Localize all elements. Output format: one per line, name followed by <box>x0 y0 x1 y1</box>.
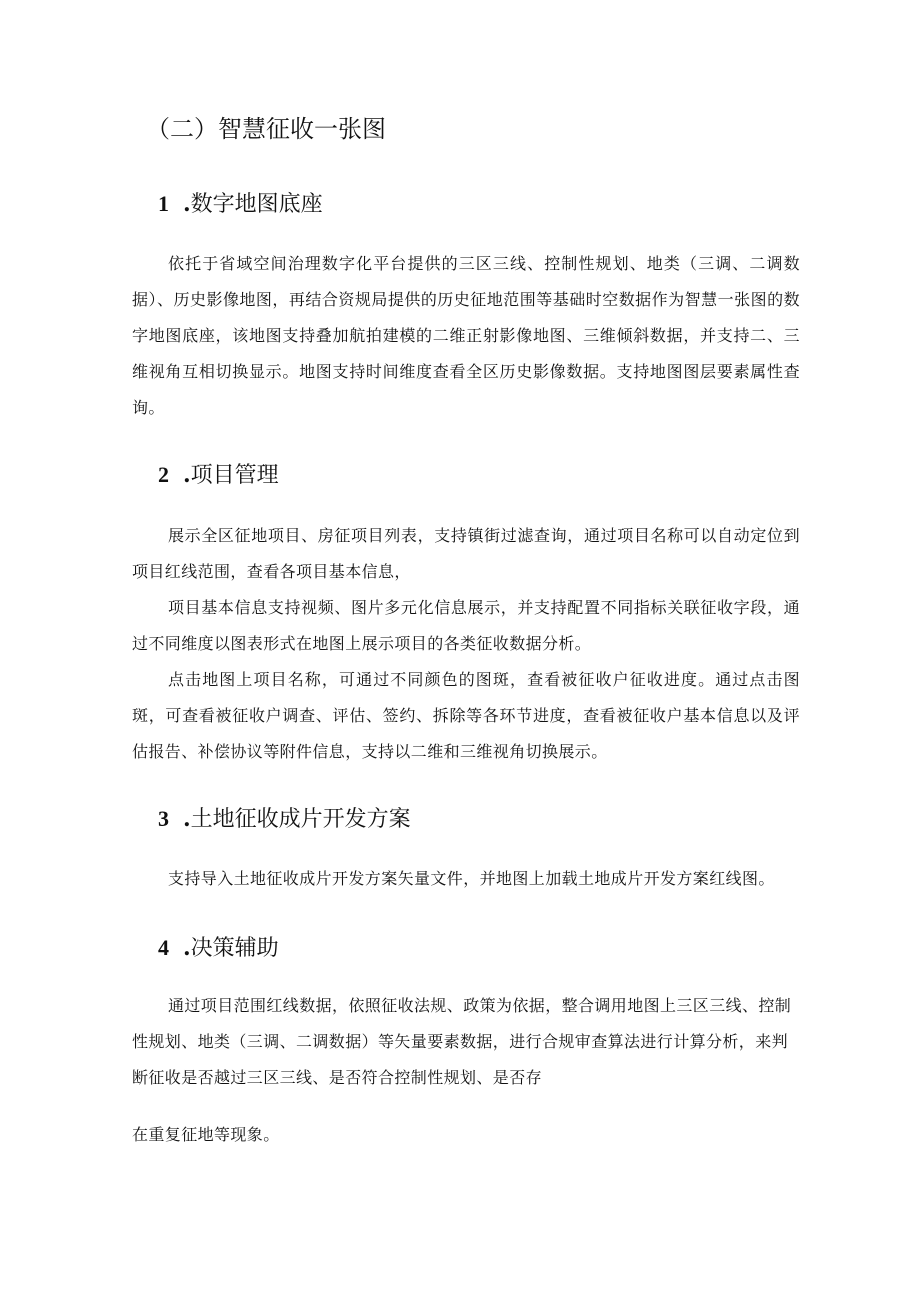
paragraph: 项目基本信息支持视频、图片多元化信息展示，并支持配置不同指标关联征收字段，通过不同维度以图表形式在地图上展示项目的各类征收数据分析。 <box>132 598 800 653</box>
paragraph: 通过项目范围红线数据，依照征收法规、政策为依据，整合调用地图上三区三线、控制性规划、地类（三调、二调数据）等矢量要素数据，进行合规审查算法进行计算分析，来判断征收是否越过三区三线、是否符合控制性规划、是否存 <box>132 996 792 1087</box>
heading-number: 2 <box>158 462 169 487</box>
heading-title: 项目管理 <box>190 463 279 488</box>
heading-number: 3 <box>158 806 169 831</box>
paragraph: 点击地图上项目名称，可通过不同颜色的图斑，查看被征收户征收进度。通过点击图斑，可查看被征收户调查、评估、签约、拆除等各环节进度，查看被征收户基本信息以及评估报告、补偿协议等附件信息，支持以二维和三维视角切换展示。 <box>132 670 800 761</box>
paragraph: 支持导入土地征收成片开发方案矢量文件，并地图上加载土地成片开发方案红线图。 <box>168 869 775 888</box>
paragraph: 在重复征地等现象。 <box>132 1125 280 1144</box>
heading-3: 3 .土地征收成片开发方案 <box>158 806 411 832</box>
paragraph: 展示全区征地项目、房征项目列表，支持镇街过滤查询，通过项目名称可以自动定位到项目红线范围，查看各项目基本信息， <box>132 526 800 581</box>
heading-title: 决策辅助 <box>190 936 279 961</box>
heading-title: 数字地图底座 <box>190 192 323 217</box>
paragraph: 依托于省域空间治理数字化平台提供的三区三线、控制性规划、地类（三调、二调数据）、历史影像地图，再结合资规局提供的历史征地范围等基础时空数据作为智慧一张图的数字地图底座，该地图支持叠加航拍建模的二维正射影像地图、三维倾斜数据，并支持二、三维视角互相切换显示。地图支持时间维度查看全区历史影像数据。支持地图图层要素属性查询。 <box>132 254 800 417</box>
section-title: （二）智慧征收一张图 <box>146 115 386 143</box>
heading-4: 4 .决策辅助 <box>158 935 279 961</box>
heading-1: 1 .数字地图底座 <box>158 191 323 217</box>
heading-number: 1 <box>158 191 169 216</box>
heading-2: 2 .项目管理 <box>158 462 279 488</box>
heading-number: 4 <box>158 935 169 960</box>
heading-title: 土地征收成片开发方案 <box>190 807 411 832</box>
